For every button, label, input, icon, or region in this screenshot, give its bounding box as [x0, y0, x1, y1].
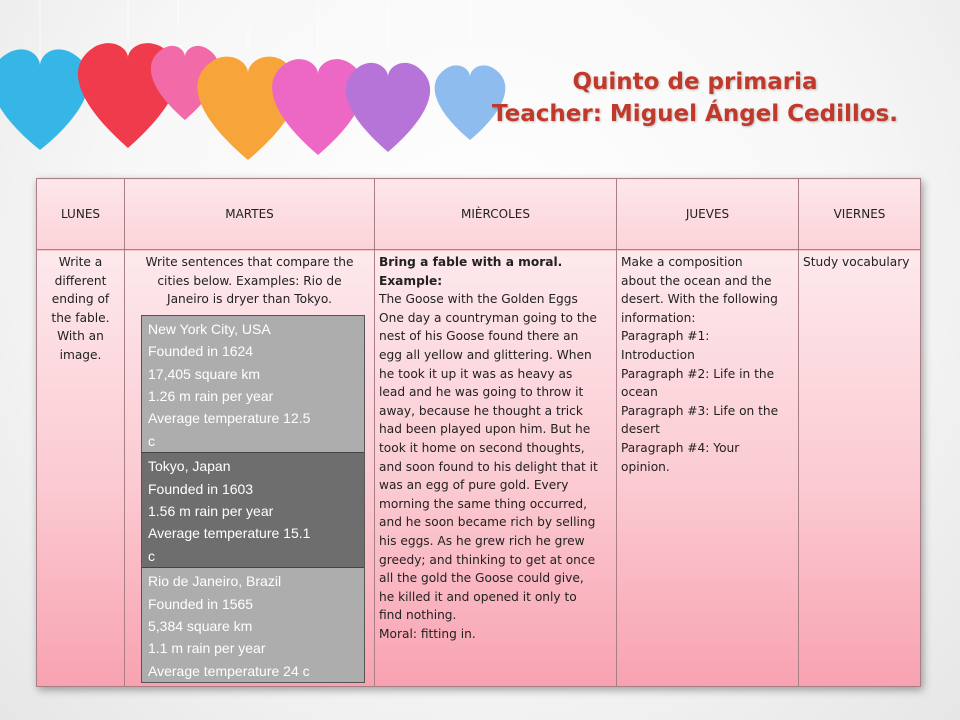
fable-line: took it home on second thoughts,: [379, 440, 585, 455]
header-lunes: LUNES: [37, 179, 125, 250]
miercoles-heading: Bring a fable with a moral.: [379, 255, 563, 269]
city-block-new-york: [142, 316, 364, 453]
fable-line: One day a countryman going to the: [379, 310, 597, 325]
martes-intro-line: cities below. Examples: Rio de: [157, 273, 342, 288]
cell-miercoles: [375, 250, 617, 687]
header-row: [37, 179, 921, 250]
slide-title: [430, 66, 960, 130]
city-line: 1.1 m rain per year: [148, 640, 266, 657]
cell-lunes: [37, 250, 125, 687]
jueves-line: desert. With the following: [621, 292, 778, 307]
cities-comparison-box: [141, 315, 365, 684]
fable-line: egg all yellow and glittering. When: [379, 347, 592, 362]
martes-intro-line: Write sentences that compare the: [145, 255, 354, 269]
lunes-line: different: [54, 273, 107, 288]
heart-cyan: [0, 49, 89, 150]
martes-intro: [129, 253, 370, 309]
jueves-line: desert: [621, 422, 660, 437]
jueves-line: information:: [621, 310, 696, 325]
header-martes: MARTES: [125, 179, 375, 250]
fable-moral: Moral: fitting in.: [379, 626, 476, 641]
viernes-line: Study vocabulary: [803, 255, 910, 269]
city-line: Founded in 1603: [148, 480, 254, 497]
fable-line: away, because he thought a trick: [379, 403, 583, 418]
jueves-line: about the ocean and the: [621, 273, 772, 288]
jueves-line: Paragraph #2: Life in the: [621, 366, 775, 381]
city-block-tokyo: [142, 453, 364, 568]
city-line: 1.26 m rain per year: [148, 388, 274, 404]
lunes-line: ending of: [51, 292, 110, 307]
content-row: [37, 250, 921, 687]
jueves-line: Paragraph #1:: [621, 329, 710, 344]
city-line: 17,405 square km: [148, 365, 261, 382]
fable-line: nest of his Goose found there an: [379, 329, 579, 344]
city-line: 5,384 square km: [148, 618, 253, 635]
heart-violet: [346, 63, 430, 152]
martes-intro-line: Janeiro is dryer than Tokyo.: [166, 292, 333, 307]
jueves-line: opinion.: [621, 459, 670, 474]
city-line: New York City, USA: [148, 320, 271, 337]
miercoles-example-label: Example:: [379, 273, 443, 288]
fable-line: his eggs. As he grew rich he grew: [379, 533, 585, 548]
fable-line: The Goose with the Golden Eggs: [379, 292, 578, 307]
city-line: Tokyo, Japan: [148, 458, 231, 475]
city-line: c: [148, 547, 155, 564]
city-line: Founded in 1565: [148, 595, 254, 612]
jueves-line: Paragraph #3: Life on the: [621, 403, 779, 418]
lunes-line: image.: [59, 347, 102, 362]
city-line: Average temperature 12.5: [148, 410, 311, 427]
title-line-2: Teacher: Miguel Ángel Cedillos.: [492, 101, 898, 127]
cell-viernes: [799, 250, 921, 687]
jueves-line: Introduction: [621, 347, 695, 362]
fable-line: morning the same thing occurred,: [379, 496, 587, 511]
city-line: 1.56 m rain per year: [148, 503, 274, 520]
lunes-line: Write a: [58, 255, 103, 269]
fable-line: lead and he was going to throw it: [379, 385, 584, 400]
jueves-line: Paragraph #4: Your: [621, 440, 740, 455]
fable-line: all the gold the Goose could give,: [379, 571, 584, 586]
fable-line: and he soon became rich by selling: [379, 515, 596, 530]
lunes-line: the fable.: [51, 310, 110, 325]
header-viernes: VIERNES: [799, 179, 921, 250]
fable-line: had been played upon him. But he: [379, 422, 591, 437]
header-miercoles: MIÈRCOLES: [375, 179, 617, 250]
city-block-rio: [142, 568, 364, 682]
fable-line: greedy; and thinking to get at once: [379, 552, 596, 567]
weekly-schedule-table: [36, 178, 921, 687]
city-line: Average temperature 15.1: [148, 525, 311, 542]
fable-line: was an egg of pure gold. Every: [379, 478, 569, 493]
jueves-line: ocean: [621, 385, 658, 400]
fable-line: he killed it and opened it only to: [379, 589, 577, 604]
city-line: Rio de Janeiro, Brazil: [148, 573, 282, 590]
cell-jueves: [617, 250, 799, 687]
city-line: Founded in 1624: [148, 343, 254, 360]
lunes-line: With an: [57, 329, 104, 344]
header-jueves: JUEVES: [617, 179, 799, 250]
title-line-1: Quinto de primaria: [572, 69, 818, 95]
city-line: Average temperature 24 c: [148, 662, 310, 679]
city-line: c: [148, 432, 155, 449]
fable-line: and soon found to his delight that it: [379, 459, 598, 474]
fable-line: he took it up it was as heavy as: [379, 366, 573, 381]
jueves-line: Make a composition: [621, 255, 743, 269]
fable-line: find nothing.: [379, 608, 457, 623]
cell-martes: [125, 250, 375, 687]
